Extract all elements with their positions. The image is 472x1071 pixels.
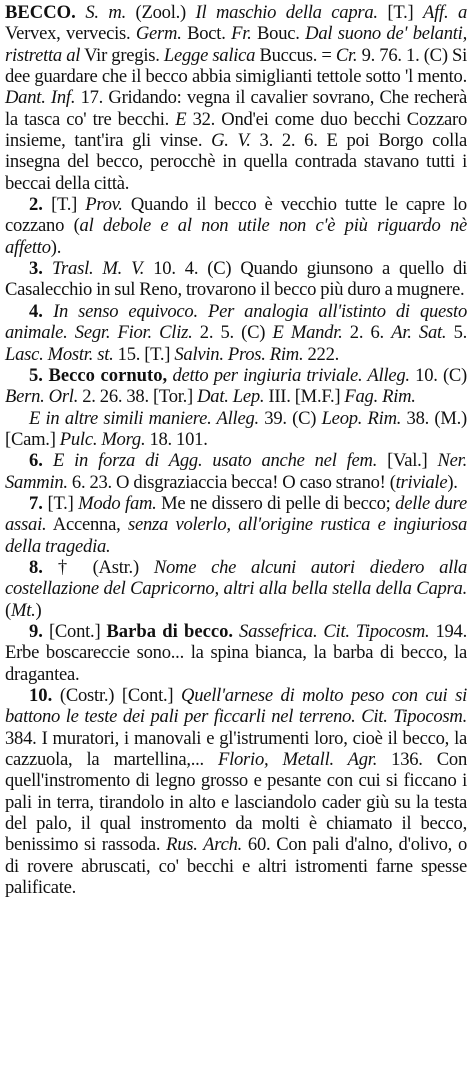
text-run: Vervex, vervecis.	[5, 23, 136, 45]
italic-text: Bern. Orl.	[5, 386, 79, 408]
text-run: (Zool.)	[125, 2, 196, 23]
italic-text: Mt.	[10, 599, 36, 621]
italic-text: S. m.	[75, 2, 126, 23]
italic-text: Modo fam.	[78, 492, 157, 514]
sense-paragraph-sense-7	[5, 493, 467, 557]
text-run: 6. 23. O disgraziaccia becca! O caso strano! (	[67, 471, 396, 493]
entry-label: 2.	[29, 194, 43, 216]
text-run: [T.]	[377, 2, 424, 23]
italic-text: delle dure assai.	[5, 492, 467, 536]
italic-text: Dat. Lep.	[197, 386, 265, 408]
text-run: 2. 6.	[342, 322, 392, 344]
text-run: Quando il becco è vecchio tutte le capre lo cozzano (	[5, 194, 467, 237]
sense-paragraph-sense-3	[5, 258, 467, 301]
italic-text: E in forza di Agg. usato anche nel fem.	[42, 450, 378, 472]
text-run: (Costr.) [Cont.]	[52, 685, 182, 706]
text-run: 5.	[446, 322, 468, 344]
text-run: Accenna,	[46, 514, 128, 536]
italic-text: senza volerlo, all'origine rustica e ingiuriosa della tragedia.	[5, 514, 467, 557]
text-run: Bouc.	[251, 23, 306, 45]
italic-text: Cr.	[335, 44, 358, 66]
entry-label: 4.	[29, 300, 43, 322]
italic-text: Trasl. M. V.	[42, 258, 145, 280]
entry-label: BECCO.	[5, 2, 76, 23]
italic-text: Ar. Sat.	[391, 322, 447, 344]
entry-label: 5. Becco cornuto,	[29, 364, 168, 386]
text-run: 384. I muratori, i manovali e gl'istrumenti loro, cioè il becco, la cazzuola, la martellina,...	[5, 727, 467, 771]
italic-text: Aff. a	[423, 2, 467, 23]
text-run: [Val.]	[377, 450, 438, 472]
italic-text: Pulc. Morg.	[59, 428, 146, 450]
text-run: [T.]	[42, 194, 86, 216]
italic-text: Legge salica	[163, 44, 256, 66]
entry-label: 7.	[29, 492, 43, 514]
sense-paragraph-sense-10	[5, 685, 467, 898]
text-run: Buccus. =	[255, 44, 336, 66]
text-run: 15. [T.]	[113, 343, 175, 365]
italic-text: In senso equivoco. Per analogia all'istinto di questo animale. Segr. Fior. Cliz.	[5, 300, 467, 344]
sense-paragraph-sense-2	[5, 194, 467, 258]
dictionary-entry	[5, 2, 467, 898]
italic-text: Prov.	[85, 194, 123, 216]
text-run: 10. 4. (C) Quando giunsono a quello di Casalecchio in sul Reno, trovarono il becco più duro a mugnere.	[5, 258, 467, 301]
italic-text: al debole e al non utile non c'è più riguardo nè affetto	[5, 215, 467, 258]
text-run: 2. 5. (C)	[192, 322, 273, 344]
text-run: III. [M.F.]	[264, 386, 345, 408]
text-run: † (Astr.)	[42, 556, 154, 578]
italic-text: Il maschio della capra.	[195, 2, 378, 23]
italic-text: Rus. Arch.	[166, 834, 243, 856]
italic-text: Sassefrica. Cit. Tipocosm.	[233, 620, 430, 642]
entry-label: Barba di becco.	[106, 620, 234, 642]
entry-label: 6.	[29, 450, 43, 472]
entry-label: 8.	[29, 556, 43, 578]
text-run: 2. 26. 38. [Tor.]	[78, 386, 198, 408]
text-run: Boct.	[181, 23, 232, 45]
sense-paragraph-sense-8	[5, 557, 467, 621]
text-run: [Cont.]	[42, 620, 107, 642]
sense-paragraph-sense-4	[5, 301, 467, 365]
text-run: 3. 2. 6. E poi Borgo colla insegna del becco, perocchè in quella contrada stavano tutti i beccai della città.	[5, 130, 467, 194]
sense-paragraph-sense-9	[5, 621, 467, 685]
text-run: )	[35, 599, 42, 621]
text-run: 39. (C)	[258, 407, 322, 429]
italic-text: Dal suono de' belanti, ristretta al	[5, 23, 467, 66]
italic-text: Nome che alcuni autori diedero alla costellazione del Capricorno, altri alla bella stella della Capra.	[5, 556, 467, 600]
sense-paragraph-sense-5	[5, 365, 467, 408]
text-run: (	[5, 599, 11, 621]
text-run: ).	[447, 471, 458, 493]
italic-text: E	[175, 108, 187, 130]
text-run: ).	[50, 236, 62, 258]
italic-text: E in altre simili maniere. Alleg.	[29, 407, 259, 429]
entry-label: 9.	[29, 620, 43, 642]
entry-label: 10.	[29, 685, 53, 706]
italic-text: Germ.	[135, 23, 182, 45]
text-run: 38. (M.) [Cam.]	[5, 407, 467, 450]
italic-text: Salvin. Pros. Rim.	[174, 343, 304, 365]
text-run: 18. 101.	[145, 428, 208, 450]
italic-text: Ner. Sammin.	[5, 450, 467, 493]
text-run: Vir gregis.	[80, 44, 164, 66]
text-run: [T.]	[42, 492, 79, 514]
text-run: 136. Con quell'instromento di legno grosso e pesante con cui si ficcano i pali in terra, tirandolo in alto e lasciandolo cader giù su la testa del palo, il qual instromento da molti è chiamato il becco, benissimo si rassoda.	[5, 749, 467, 856]
italic-text: Fr.	[231, 23, 252, 45]
text-run: 17. Gridando: vegna il cavalier sovrano, Che recherà la tasca co' tre becchi.	[5, 87, 467, 130]
italic-text: Florio, Metall. Agr.	[217, 749, 378, 771]
italic-text: Fag. Rim.	[344, 386, 416, 408]
italic-text: E Mandr.	[272, 322, 343, 344]
text-run: 9. 76. 1. (C) Si dee guardare che il becco abbia simiglianti tettole sotto 'l mento.	[5, 44, 468, 88]
italic-text: Lasc. Mostr. st.	[5, 343, 114, 365]
sense-paragraph-sense-6	[5, 450, 467, 493]
italic-text: Dant. Inf.	[5, 87, 76, 109]
entry-head-paragraph	[5, 2, 467, 194]
text-run: 10. (C)	[409, 364, 467, 386]
italic-text: Leop. Rim.	[321, 407, 402, 429]
text-run: 32. Ond'ei come duo becchi Cozzaro insieme, tant'ira gli vinse.	[5, 108, 468, 152]
italic-text: detto per ingiuria triviale. Alleg.	[167, 364, 410, 386]
text-run: 194. Erbe boscareccie sono... la spina bianca, la barba di becco, la dragantea.	[5, 620, 467, 685]
italic-text: Quell'arnese di molto peso con cui si battono le teste dei pali per ficcarli nel terreno. Cit. Tipocosm.	[5, 685, 468, 728]
italic-text: triviale	[395, 471, 448, 493]
italic-text: G. V.	[211, 130, 251, 152]
sense-paragraph-sense-5b	[5, 408, 467, 451]
entry-label: 3.	[29, 258, 43, 280]
text-run: 60. Con pali d'alno, d'olivo, o di rovere abruscati, co' becchi e altri istromenti farne spesse palificate.	[5, 834, 467, 899]
text-run: Me ne dissero di pelle di becco;	[156, 492, 396, 514]
text-run: 222.	[303, 343, 340, 365]
